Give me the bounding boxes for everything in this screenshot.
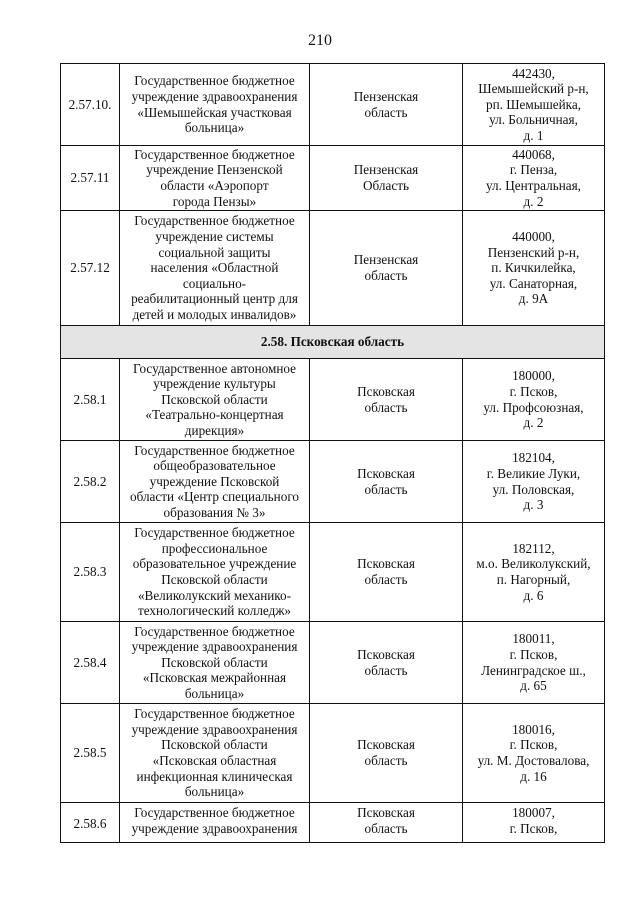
organization-name-line: социально- xyxy=(182,275,247,291)
organization-name xyxy=(120,704,310,803)
row-number-line: 2.58.4 xyxy=(73,654,107,670)
region-name xyxy=(310,523,463,622)
organization-name-line: образования № 3» xyxy=(163,504,266,520)
organization-name-line: Государственное бюджетное xyxy=(134,213,295,229)
region-name xyxy=(310,146,463,211)
organization-name-line: учреждение здравоохранения xyxy=(131,639,298,655)
address xyxy=(463,359,605,441)
organization-name-line: «Великолукский механико- xyxy=(137,587,292,603)
address-line: ул. Санаторная, xyxy=(489,275,578,291)
address-line: д. 3 xyxy=(523,497,544,513)
table-row xyxy=(61,803,605,843)
row-number xyxy=(61,441,120,523)
table-row xyxy=(61,64,605,146)
address xyxy=(463,622,605,704)
address-line: Ленинградское ш., xyxy=(481,662,586,678)
region-name-line: область xyxy=(364,399,408,415)
organization-name-line: детей и молодых инвалидов» xyxy=(132,306,297,322)
region-name-line: Пензенская xyxy=(353,88,419,104)
region-name-line: Пензенская xyxy=(353,252,419,268)
address xyxy=(463,704,605,803)
region-name xyxy=(310,359,463,441)
organization-name-line: Государственное бюджетное xyxy=(134,805,295,820)
address xyxy=(463,441,605,523)
region-name-line: область xyxy=(364,104,408,120)
organization-name-line: «Псковская областная xyxy=(152,753,277,768)
address-line: г. Пенза, xyxy=(509,162,558,178)
section-header-row xyxy=(61,326,605,359)
region-name-line: Область xyxy=(363,178,409,193)
address-line: г. Великие Луки, xyxy=(486,465,581,481)
address-line: 180000, xyxy=(512,368,555,384)
address-line: д. 65 xyxy=(520,678,547,694)
organization-name-line: образовательное учреждение xyxy=(132,556,297,572)
address-line: ул. Центральная, xyxy=(486,178,581,193)
organization-name-line: технологический колледж» xyxy=(137,603,292,619)
address-line: д. 2 xyxy=(523,415,544,431)
row-number-line: 2.57.11 xyxy=(70,170,110,186)
address-line: п. Кичкилейка, xyxy=(491,260,576,276)
address-line: д. 2 xyxy=(523,193,544,209)
organization-name-line: Псковской области xyxy=(161,572,268,587)
region-name-line: область xyxy=(364,662,408,678)
row-number xyxy=(61,622,120,704)
row-number xyxy=(61,523,120,622)
row-number xyxy=(61,146,120,211)
organization-name-line: Государственное бюджетное xyxy=(134,146,295,162)
table-row xyxy=(61,441,605,523)
organization-name-line: области «Аэропорт xyxy=(160,178,269,193)
row-number-line: 2.57.10. xyxy=(68,96,112,112)
organization-name-line: учреждение здравоохранения xyxy=(131,721,298,737)
address-line: д. 6 xyxy=(523,587,544,603)
organization-name-line: учреждение Псковской xyxy=(149,473,280,489)
address-line: д. 1 xyxy=(523,127,544,143)
organization-name-line: социальной защиты xyxy=(158,244,271,260)
region-name xyxy=(310,803,463,843)
organization-name-line: города Пензы» xyxy=(172,193,257,209)
organization-name xyxy=(120,622,310,704)
organization-name xyxy=(120,146,310,211)
organization-name xyxy=(120,441,310,523)
address-line: п. Нагорный, xyxy=(496,572,571,587)
address-line: 180007, xyxy=(512,805,555,820)
region-name xyxy=(310,704,463,803)
region-name-line: Псковская xyxy=(357,805,415,820)
organization-name-line: Государственное бюджетное xyxy=(134,73,295,89)
address-line: ул. Половская, xyxy=(492,481,575,497)
organization-name-line: Псковской области xyxy=(161,737,268,753)
region-name-line: область xyxy=(364,481,408,497)
address xyxy=(463,803,605,843)
organization-name-line: Государственное бюджетное xyxy=(134,623,295,639)
organization-name-line: общеобразовательное xyxy=(153,458,276,474)
organization-name-line: больница» xyxy=(184,120,245,136)
address-line: г. Псков, xyxy=(509,737,558,753)
organization-name xyxy=(120,523,310,622)
table-row xyxy=(61,359,605,441)
address-line: 442430, xyxy=(512,65,555,81)
address-line: 182112, xyxy=(512,540,555,556)
organization-name-line: дирекция» xyxy=(184,422,245,438)
region-name-line: Псковская xyxy=(357,556,415,572)
address-line: 182104, xyxy=(512,450,555,466)
row-number-line: 2.58.5 xyxy=(73,745,107,761)
region-name-line: Псковская xyxy=(357,737,415,753)
organization-name-line: «Псковская межрайонная xyxy=(142,670,287,686)
address-line: 440000, xyxy=(512,229,555,245)
organization-name-line: Псковской области xyxy=(161,654,268,670)
region-name-line: Псковская xyxy=(357,383,415,399)
address-line: м.о. Великолукский, xyxy=(476,556,591,572)
address-line: 180016, xyxy=(512,721,555,737)
region-name-line: область xyxy=(364,268,408,283)
address-line: рп. Шемышейка, xyxy=(485,96,582,112)
organization-name-line: учреждение здравоохранения xyxy=(131,88,298,104)
row-number xyxy=(61,359,120,441)
address xyxy=(463,211,605,326)
address-line: г. Псков, xyxy=(509,646,558,662)
organization-name-line: учреждение Пензенской xyxy=(146,162,283,178)
address-line: Шемышейский р-н, xyxy=(478,81,589,97)
table-row xyxy=(61,146,605,211)
row-number-line: 2.58.6 xyxy=(73,815,107,831)
registry-table xyxy=(60,63,605,843)
region-name-line: Псковская xyxy=(357,465,415,481)
organization-name-line: «Шемышейская участковая xyxy=(137,104,292,120)
section-title: 2.58. Псковская область xyxy=(61,326,605,359)
address xyxy=(463,523,605,622)
organization-name xyxy=(120,64,310,146)
region-name xyxy=(310,64,463,146)
registry-table-body xyxy=(61,64,605,843)
organization-name-line: Государственное автономное xyxy=(133,360,296,376)
organization-name-line: населения «Областной xyxy=(150,260,279,276)
region-name xyxy=(310,622,463,704)
organization-name-line: больница» xyxy=(184,784,245,800)
row-number-line: 2.58.3 xyxy=(73,564,107,580)
organization-name-line: учреждение системы xyxy=(155,229,274,245)
address-line: ул. Профсоюзная, xyxy=(483,399,584,415)
address xyxy=(463,64,605,146)
organization-name-line: Государственное бюджетное xyxy=(134,525,295,541)
organization-name-line: учреждение культуры xyxy=(153,376,276,392)
address-line: 440068, xyxy=(512,146,555,162)
organization-name-line: учреждение здравоохранения xyxy=(131,820,298,836)
organization-name xyxy=(120,211,310,326)
organization-name-line: больница» xyxy=(184,685,245,701)
table-row xyxy=(61,523,605,622)
address-line: д. 9А xyxy=(518,291,549,307)
table-row xyxy=(61,622,605,704)
organization-name xyxy=(120,803,310,843)
organization-name-line: Государственное бюджетное xyxy=(134,442,295,458)
region-name-line: Пензенская xyxy=(353,162,419,178)
organization-name xyxy=(120,359,310,441)
address-line: г. Псков, xyxy=(509,820,558,836)
address-line: Пензенский р-н, xyxy=(487,244,580,260)
organization-name-line: области «Центр специального xyxy=(130,489,299,505)
organization-name-line: реабилитационный центр для xyxy=(131,291,298,307)
table-row xyxy=(61,704,605,803)
organization-name-line: «Театрально-концертная xyxy=(145,407,284,423)
row-number xyxy=(61,704,120,803)
address-line: г. Псков, xyxy=(509,383,558,399)
organization-name-line: инфекционная клиническая xyxy=(136,768,293,784)
region-name-line: область xyxy=(364,820,408,836)
address xyxy=(463,146,605,211)
organization-name-line: Государственное бюджетное xyxy=(134,706,295,722)
page-number: 210 xyxy=(308,32,332,49)
region-name xyxy=(310,211,463,326)
row-number xyxy=(61,803,120,843)
row-number xyxy=(61,64,120,146)
row-number-line: 2.58.2 xyxy=(73,473,107,489)
row-number-line: 2.58.1 xyxy=(73,391,107,407)
region-name-line: область xyxy=(364,572,408,587)
address-line: д. 16 xyxy=(520,768,547,784)
row-number-line: 2.57.12 xyxy=(70,260,110,276)
region-name-line: Псковская xyxy=(357,646,415,662)
address-line: 180011, xyxy=(512,631,555,647)
region-name-line: область xyxy=(364,753,408,768)
region-name xyxy=(310,441,463,523)
table-row xyxy=(61,211,605,326)
address-line: ул. М. Достовалова, xyxy=(477,753,590,768)
organization-name-line: профессиональное xyxy=(161,540,268,556)
address-line: ул. Больничная, xyxy=(489,112,578,128)
organization-name-line: Псковской области xyxy=(161,391,268,407)
row-number xyxy=(61,211,120,326)
